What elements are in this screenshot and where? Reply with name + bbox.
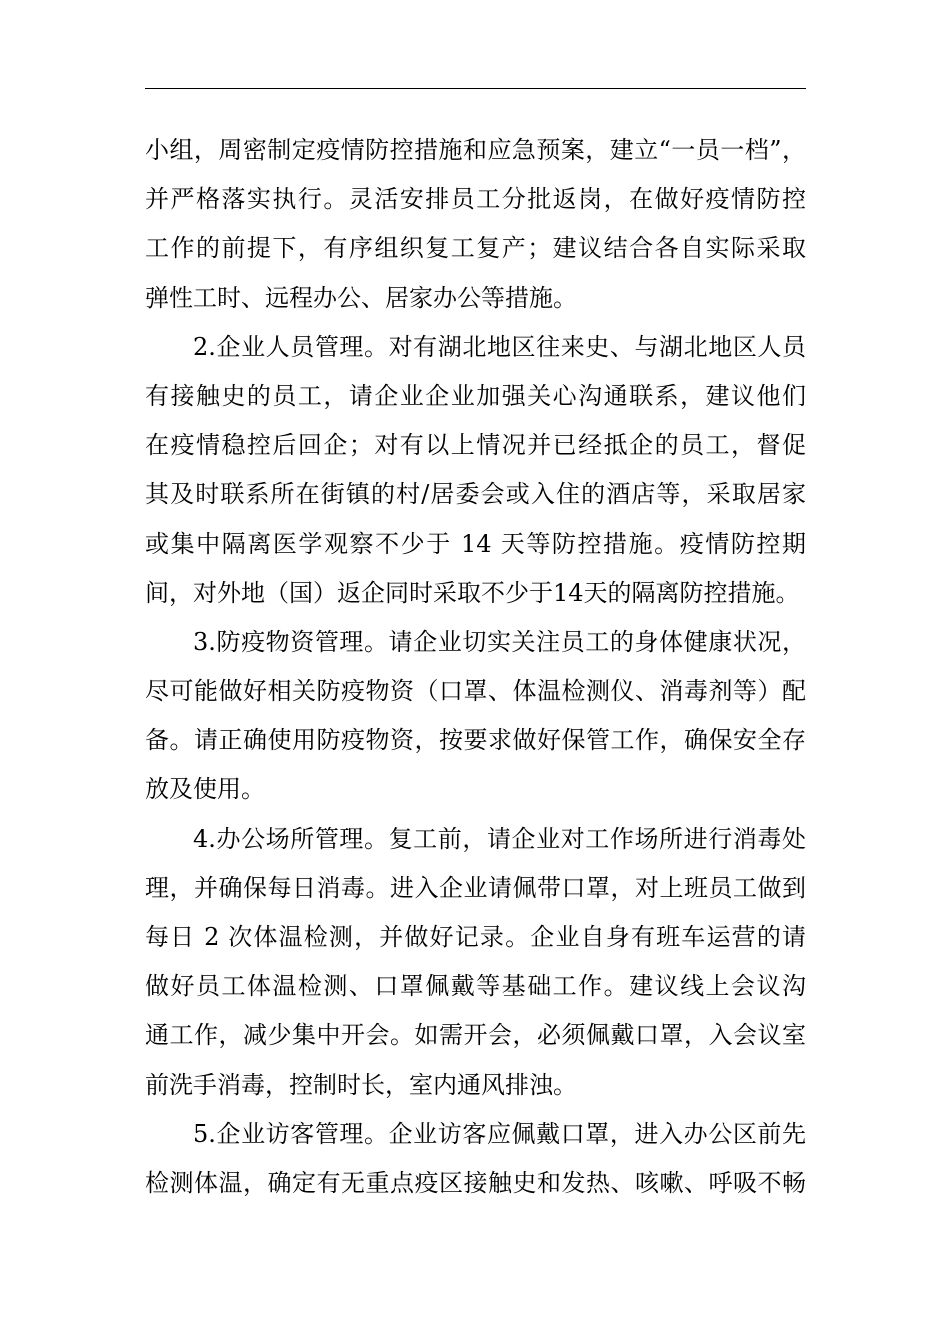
text-line-4: 弹性工时、远程办公、居家办公等措施。 bbox=[145, 283, 577, 312]
text-line-20: 前洗手消毒，控制时长，室内通风排浊。 bbox=[145, 1070, 577, 1099]
text-line-12: 尽可能做好相关防疫物资（口罩、体温检测仪、消毒剂等）配 bbox=[145, 677, 806, 706]
paragraph-2-heading-line: 2.企业人员管理。对有湖北地区往来史、与湖北地区人员 bbox=[193, 332, 806, 361]
text-line-1: 小组，周密制定疫情防控措施和应急预案，建立“一员一档”， bbox=[145, 136, 806, 164]
text-line-16: 理，并确保每日消毒。进入企业请佩带口罩，对上班员工做到 bbox=[145, 873, 806, 902]
text-line-22: 检测体温，确定有无重点疫区接触史和发热、咳嗽、呼吸不畅 bbox=[145, 1168, 806, 1197]
text-line-19: 通工作，减少集中开会。如需开会，必须佩戴口罩，入会议室 bbox=[145, 1021, 806, 1050]
paragraph-4-heading-line: 4.办公场所管理。复工前，请企业对工作场所进行消毒处 bbox=[193, 824, 806, 853]
text-line-8: 其及时联系所在街镇的村/居委会或入住的酒店等，采取居家 bbox=[145, 480, 806, 509]
text-line-13: 备。请正确使用防疫物资，按要求做好保管工作，确保安全存 bbox=[145, 726, 806, 755]
text-line-3: 工作的前提下，有序组织复工复产；建议结合各自实际采取 bbox=[145, 234, 806, 263]
paragraph-3-heading-line: 3.防疫物资管理。请企业切实关注员工的身体健康状况， bbox=[193, 627, 806, 656]
text-line-7: 在疫情稳控后回企；对有以上情况并已经抵企的员工，督促 bbox=[145, 431, 806, 460]
text-line-18: 做好员工体温检测、口罩佩戴等基础工作。建议线上会议沟 bbox=[145, 972, 806, 1001]
header-rule bbox=[145, 88, 806, 89]
text-line-10: 间，对外地（国）返企同时采取不少于14天的隔离防控措施。 bbox=[145, 578, 800, 607]
text-line-9: 或集中隔离医学观察不少于 14 天等防控措施。疫情防控期 bbox=[145, 529, 806, 558]
text-line-17: 每日 2 次体温检测，并做好记录。企业自身有班车运营的请 bbox=[145, 923, 806, 951]
text-line-14: 放及使用。 bbox=[145, 775, 265, 804]
body-text bbox=[145, 126, 806, 1208]
text-line-2: 并严格落实执行。灵活安排员工分批返岗，在做好疫情防控 bbox=[145, 185, 806, 214]
paragraph-5-heading-line: 5.企业访客管理。企业访客应佩戴口罩，进入办公区前先 bbox=[193, 1119, 806, 1148]
text-line-6: 有接触史的员工，请企业企业加强关心沟通联系，建议他们 bbox=[145, 381, 806, 410]
